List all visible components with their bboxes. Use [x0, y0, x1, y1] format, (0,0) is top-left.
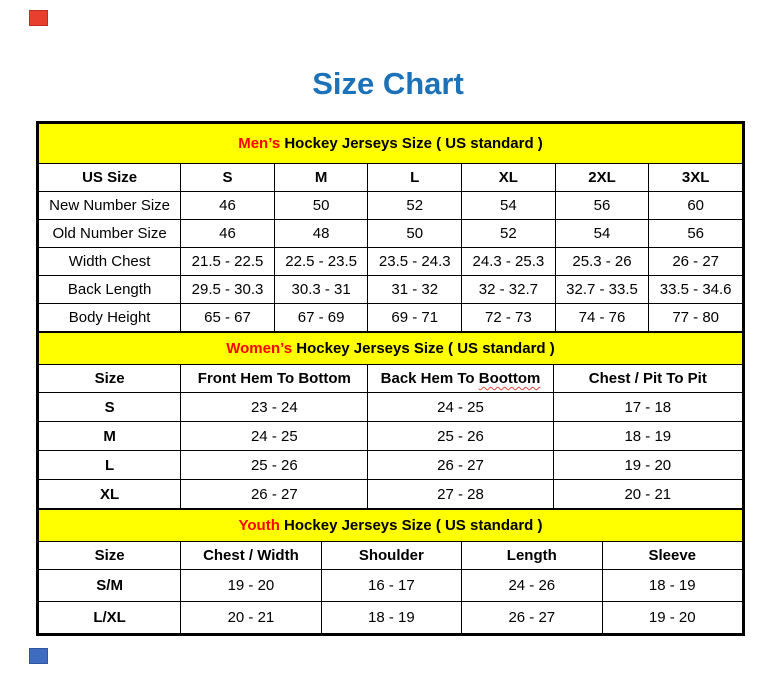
column-header: Front Hem To Bottom [181, 365, 368, 393]
column-header: US Size [39, 164, 181, 192]
table-cell: 46 [181, 220, 275, 248]
row-label: L/XL [39, 602, 181, 634]
table-cell: 77 - 80 [649, 304, 743, 332]
column-header: S [181, 164, 275, 192]
table-cell: 26 - 27 [649, 248, 743, 276]
table-cell: 46 [181, 192, 275, 220]
red-marker-icon [29, 10, 48, 26]
mens-column-header-row [39, 164, 743, 192]
table-cell: 19 - 20 [181, 570, 321, 602]
table-cell: 52 [368, 192, 462, 220]
table-row [39, 220, 743, 248]
table-cell: 31 - 32 [368, 276, 462, 304]
mens-banner-row [39, 124, 743, 164]
table-cell: 16 - 17 [321, 570, 461, 602]
column-header: Length [462, 542, 602, 570]
row-label: Body Height [39, 304, 181, 332]
womens-banner-highlight: Women’s [226, 340, 293, 357]
table-row [39, 276, 743, 304]
table-cell: 65 - 67 [181, 304, 275, 332]
table-cell: 26 - 27 [181, 480, 368, 509]
table-cell: 50 [368, 220, 462, 248]
size-chart-container [36, 121, 745, 636]
table-cell: 26 - 27 [462, 602, 602, 634]
table-cell: 25 - 26 [368, 422, 553, 451]
blue-marker-icon [29, 648, 48, 664]
column-header: Sleeve [602, 542, 742, 570]
womens-table-body [39, 393, 743, 509]
table-cell: 25.3 - 26 [555, 248, 649, 276]
youth-banner-highlight: Youth [238, 517, 280, 534]
table-cell: 23.5 - 24.3 [368, 248, 462, 276]
youth-section-banner [39, 510, 743, 542]
row-label: M [39, 422, 181, 451]
table-cell: 20 - 21 [181, 602, 321, 634]
row-label: Width Chest [39, 248, 181, 276]
table-cell: 69 - 71 [368, 304, 462, 332]
table-cell: 25 - 26 [181, 451, 368, 480]
table-cell: 72 - 73 [462, 304, 556, 332]
table-cell: 50 [274, 192, 368, 220]
column-header: Size [39, 542, 181, 570]
table-cell: 22.5 - 23.5 [274, 248, 368, 276]
column-header: Shoulder [321, 542, 461, 570]
table-cell: 24 - 25 [181, 422, 368, 451]
table-row [39, 192, 743, 220]
row-label: L [39, 451, 181, 480]
table-row [39, 451, 743, 480]
row-label: XL [39, 480, 181, 509]
column-header: Size [39, 365, 181, 393]
table-cell: 18 - 19 [553, 422, 742, 451]
table-cell: 18 - 19 [321, 602, 461, 634]
misspelled-word: Boottom [478, 370, 541, 387]
youth-banner-row [39, 510, 743, 542]
row-label: Back Length [39, 276, 181, 304]
table-cell: 19 - 20 [602, 602, 742, 634]
table-cell: 48 [274, 220, 368, 248]
row-label: S/M [39, 570, 181, 602]
mens-section-banner [39, 124, 743, 164]
table-cell: 32 - 32.7 [462, 276, 556, 304]
table-cell: 24 - 25 [368, 393, 553, 422]
table-row [39, 570, 743, 602]
table-cell: 56 [649, 220, 743, 248]
column-header: 2XL [555, 164, 649, 192]
mens-banner-highlight: Men’s [238, 135, 281, 152]
womens-section-banner [39, 333, 743, 365]
mens-table-body [39, 192, 743, 332]
table-cell: 32.7 - 33.5 [555, 276, 649, 304]
table-row [39, 602, 743, 634]
womens-column-header-row [39, 365, 743, 393]
table-cell: 21.5 - 22.5 [181, 248, 275, 276]
table-cell: 56 [555, 192, 649, 220]
table-cell: 23 - 24 [181, 393, 368, 422]
youth-table-body [39, 570, 743, 634]
column-header: Back Hem To Boottom [368, 365, 553, 393]
table-cell: 67 - 69 [274, 304, 368, 332]
row-label: S [39, 393, 181, 422]
womens-table [38, 332, 743, 509]
row-label: Old Number Size [39, 220, 181, 248]
table-cell: 30.3 - 31 [274, 276, 368, 304]
table-row [39, 248, 743, 276]
column-header: M [274, 164, 368, 192]
table-cell: 24.3 - 25.3 [462, 248, 556, 276]
table-cell: 33.5 - 34.6 [649, 276, 743, 304]
table-row [39, 480, 743, 509]
table-cell: 17 - 18 [553, 393, 742, 422]
table-cell: 60 [649, 192, 743, 220]
youth-column-header-row [39, 542, 743, 570]
womens-banner-text: Hockey Jerseys Size ( US standard ) [292, 340, 555, 357]
table-cell: 26 - 27 [368, 451, 553, 480]
table-cell: 29.5 - 30.3 [181, 276, 275, 304]
mens-table [38, 123, 743, 332]
table-cell: 52 [462, 220, 556, 248]
mens-banner-text: Hockey Jerseys Size ( US standard ) [280, 135, 543, 152]
column-header: Chest / Width [181, 542, 321, 570]
table-row [39, 422, 743, 451]
table-cell: 24 - 26 [462, 570, 602, 602]
table-cell: 19 - 20 [553, 451, 742, 480]
table-cell: 54 [555, 220, 649, 248]
page-title: Size Chart [312, 66, 464, 101]
womens-banner-row [39, 333, 743, 365]
table-cell: 20 - 21 [553, 480, 742, 509]
column-header: XL [462, 164, 556, 192]
column-header: 3XL [649, 164, 743, 192]
table-row [39, 393, 743, 422]
table-cell: 18 - 19 [602, 570, 742, 602]
youth-banner-text: Hockey Jerseys Size ( US standard ) [279, 517, 543, 534]
table-cell: 74 - 76 [555, 304, 649, 332]
youth-table [38, 509, 743, 634]
table-cell: 54 [462, 192, 556, 220]
column-header: Chest / Pit To Pit [553, 365, 742, 393]
column-header: L [368, 164, 462, 192]
table-row [39, 304, 743, 332]
row-label: New Number Size [39, 192, 181, 220]
table-cell: 27 - 28 [368, 480, 553, 509]
